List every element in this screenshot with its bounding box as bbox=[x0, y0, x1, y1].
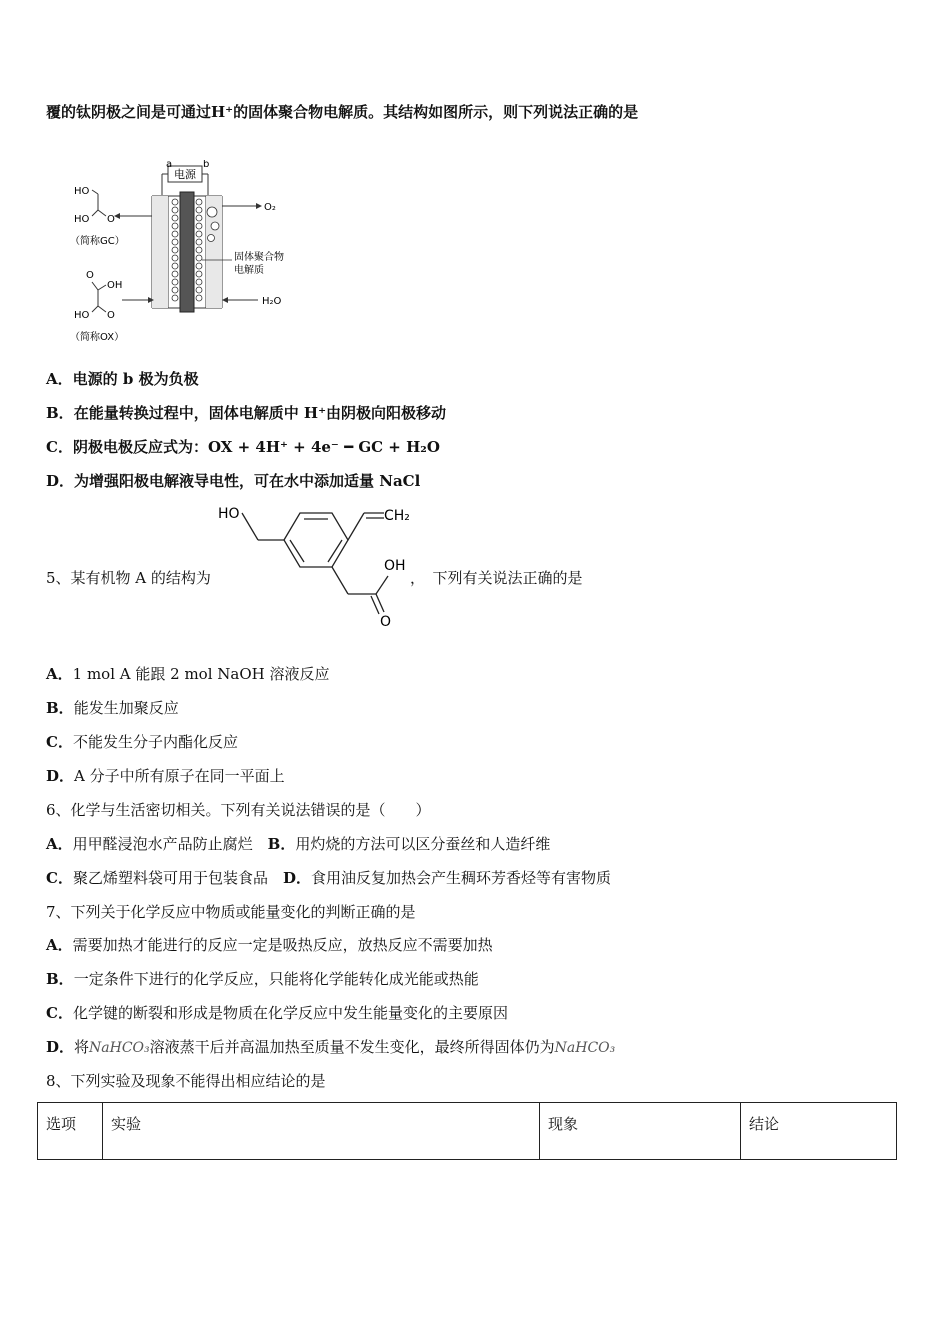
molecule-o: O bbox=[380, 614, 392, 630]
q7-option-c: C．化学键的断裂和形成是物质在化学反应中发生能量变化的主要原因 bbox=[46, 1004, 508, 1022]
terminal-b-label: b bbox=[203, 160, 210, 170]
h2o-label: H₂O bbox=[262, 296, 282, 307]
molecule-oh: OH bbox=[384, 558, 406, 574]
table-header-row bbox=[38, 1103, 897, 1160]
molecule-structure bbox=[212, 500, 422, 630]
q8-table bbox=[37, 1102, 897, 1160]
electrolysis-diagram bbox=[62, 160, 302, 350]
q4-option-b: B．在能量转换过程中，固体电解质中 H⁺由阴极向阳极移动 bbox=[46, 404, 447, 422]
q5-option-c: C．不能发生分子内酯化反应 bbox=[46, 733, 238, 751]
q8-stem: 8、下列实验及现象不能得出相应结论的是 bbox=[46, 1072, 326, 1090]
q7-option-d: D．将NaHCO₃溶液蒸干后并高温加热至质量不发生变化，最终所得固体仍为NaHCO₃ bbox=[46, 1038, 616, 1056]
terminal-a-label: a bbox=[166, 160, 173, 170]
formula-nahco3: NaHCO₃ bbox=[554, 1040, 616, 1056]
q5-option-d: D．A 分子中所有原子在同一平面上 bbox=[46, 767, 285, 785]
header-conclusion: 结论 bbox=[741, 1103, 897, 1160]
gc-o: O bbox=[107, 214, 115, 225]
intro-text: 覆的钛阴极之间是可通过H⁺的固体聚合物电解质。其结构如图所示，则下列说法正确的是 bbox=[46, 103, 639, 121]
o2-label: O₂ bbox=[264, 202, 276, 213]
molecule-ho: HO bbox=[218, 506, 240, 522]
header-option: 选项 bbox=[38, 1103, 103, 1160]
ox-o2: O bbox=[107, 310, 115, 321]
gc-name: （简称GC） bbox=[70, 236, 125, 247]
q6-options-ab: A．用甲醛浸泡水产品防止腐烂 B．用灼烧的方法可以区分蚕丝和人造纤维 bbox=[46, 835, 551, 853]
ox-o1: O bbox=[86, 270, 94, 281]
q5-stem-after: ， 下列有关说法正确的是 bbox=[410, 569, 583, 587]
q4-option-d: D．为增强阳极电解液导电性，可在水中添加适量 NaCl bbox=[46, 472, 421, 490]
q7-stem: 7、下列关于化学反应中物质或能量变化的判断正确的是 bbox=[46, 903, 416, 921]
ox-ho: HO bbox=[74, 310, 90, 321]
q4-option-c: C．阴极电极反应式为：OX + 4H⁺ + 4e⁻ ━ GC + H₂O bbox=[46, 438, 440, 456]
ox-oh: OH bbox=[107, 280, 123, 291]
gc-ho-top: HO bbox=[74, 186, 90, 197]
q5-option-a: A．1 mol A 能跟 2 mol NaOH 溶液反应 bbox=[46, 665, 330, 683]
power-label: 电源 bbox=[174, 168, 196, 181]
q5-option-b: B．能发生加聚反应 bbox=[46, 699, 179, 717]
q5-stem-before: 5、某有机物 A 的结构为 bbox=[46, 569, 211, 587]
q4-option-a: A．电源的 b 极为负极 bbox=[46, 370, 199, 388]
header-experiment: 实验 bbox=[103, 1103, 540, 1160]
q7-option-a: A．需要加热才能进行的反应一定是吸热反应，放热反应不需要加热 bbox=[46, 936, 493, 954]
electrolyte-label-1: 固体聚合物 bbox=[234, 252, 284, 263]
gc-ho-bottom: HO bbox=[74, 214, 90, 225]
q7-option-b: B．一定条件下进行的化学反应，只能将化学能转化成光能或热能 bbox=[46, 970, 479, 988]
q6-options-cd: C．聚乙烯塑料袋可用于包装食品 D．食用油反复加热会产生稠环芳香烃等有害物质 bbox=[46, 869, 612, 887]
membrane bbox=[180, 192, 194, 312]
header-phenomenon: 现象 bbox=[540, 1103, 741, 1160]
electrolyte-label-2: 电解质 bbox=[234, 265, 264, 276]
molecule-ch2: CH₂ bbox=[384, 508, 410, 524]
formula-nahco3: NaHCO₃ bbox=[89, 1040, 150, 1056]
q6-stem: 6、化学与生活密切相关。下列有关说法错误的是（ ） bbox=[46, 801, 431, 819]
ox-name: （简称OX） bbox=[70, 332, 125, 343]
